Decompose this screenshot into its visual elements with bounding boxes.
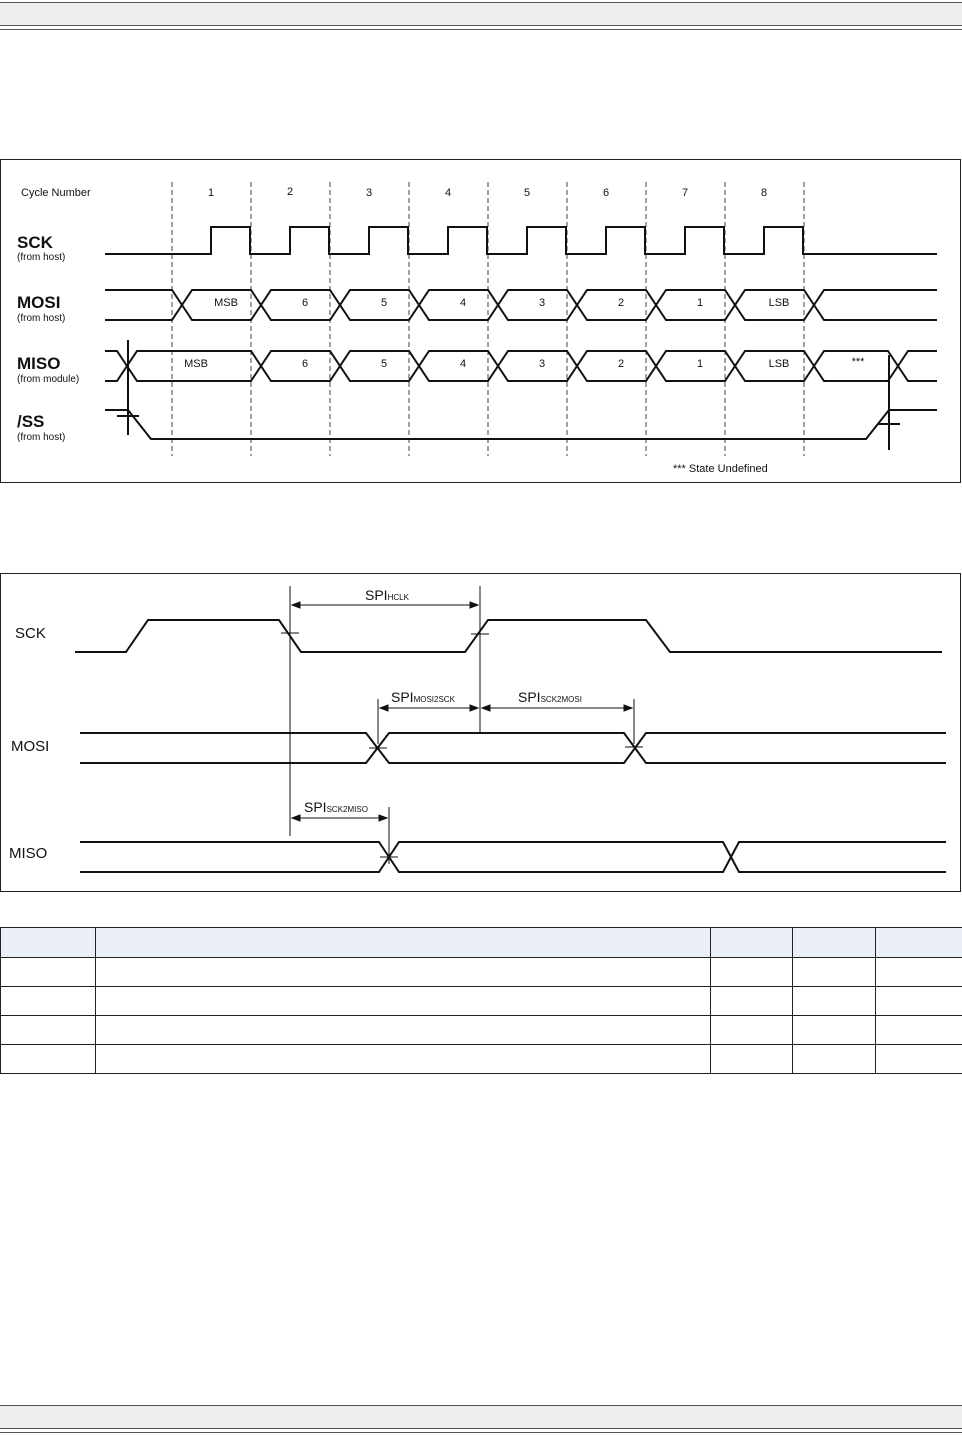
arrowhead [482,705,490,711]
param-spi-mosi2sck: SPIMOSI2SCK [391,689,455,705]
spi-timing-svg [1,160,962,484]
table-row [1,1016,962,1045]
mosi-bit-5: 5 [380,297,388,309]
miso-bus-lower [105,351,937,381]
miso-signal-name: MISO [17,354,61,373]
cell [711,958,793,987]
cell [96,987,711,1016]
spi-setup-timing-diagram [0,573,961,892]
cell [1,1016,96,1045]
cell [1,958,96,987]
header-cell [96,928,711,958]
mosi-bit-2: 2 [617,297,625,309]
miso-signal-source: (from module) [17,374,80,385]
header-cell [876,928,962,958]
ss-signal-source: (from host) [17,432,66,443]
mosi-bit-3: 3 [538,297,546,309]
cycle-label-4: 4 [444,187,452,199]
mosi-bit-4: 4 [459,297,467,309]
arrowhead [292,602,300,608]
cell [1,987,96,1016]
mosi-bit-1: 1 [696,297,704,309]
setup-mosi-label: MOSI [11,738,50,755]
miso-bit-3: 3 [538,358,546,370]
cell [793,1016,876,1045]
cycle-label-5: 5 [523,187,531,199]
table-header-row [1,928,962,958]
spi-timing-diagram [0,159,961,483]
miso-bit-6: 6 [301,358,309,370]
table-row [1,1045,962,1074]
cell [876,1016,962,1045]
cell [1,1045,96,1074]
cycle-label-1: 1 [207,187,215,199]
miso-bit-lsb: LSB [768,358,790,370]
param-spi-sck2miso: SPISCK2MISO [304,799,368,815]
cell [96,1045,711,1074]
sck-waveform [105,227,937,254]
cell [711,1045,793,1074]
miso-bit-1: 1 [696,358,704,370]
ss-waveform [105,410,937,439]
spi-setup-svg [1,574,962,893]
miso-bus-upper [105,351,937,381]
setup-sck-label: SCK [15,625,46,642]
mosi-bit-lsb: LSB [768,297,790,309]
cycle-label-2: 2 [286,186,294,198]
cycle-label-7: 7 [681,187,689,199]
miso-bit-undefined: *** [851,356,865,368]
cell [793,958,876,987]
cell [793,1045,876,1074]
sck-setup-waveform [75,620,942,652]
miso-bit-4: 4 [459,358,467,370]
mosi-signal-name: MOSI [17,293,61,312]
cell [876,958,962,987]
page-header-bar [0,2,962,26]
param-spi-hclk: SPIHCLK [365,587,409,603]
cell [96,1016,711,1045]
cycle-number-label: Cycle Number [21,187,91,199]
miso-bit-msb: MSB [184,358,208,370]
mosi-setup-upper [80,733,946,763]
cycle-label-6: 6 [602,187,610,199]
table-row [1,958,962,987]
sck-signal-name: SCK [17,233,53,252]
miso-bit-5: 5 [380,358,388,370]
header-cell [711,928,793,958]
cycle-label-3: 3 [365,187,373,199]
cell [711,1016,793,1045]
arrowhead [292,815,300,821]
cell [876,987,962,1016]
mosi-bit-6: 6 [301,297,309,309]
miso-setup-lower [80,842,946,872]
arrowhead [624,705,632,711]
cell [876,1045,962,1074]
header-cell [1,928,96,958]
mosi-bit-msb: MSB [214,297,238,309]
cell [96,958,711,987]
cell [711,987,793,1016]
mosi-setup-lower [80,733,946,763]
arrowhead [379,815,387,821]
header-cell [793,928,876,958]
ss-signal-name: /SS [17,412,45,431]
miso-bit-2: 2 [617,358,625,370]
table-row [1,987,962,1016]
param-spi-sck2mosi: SPISCK2MOSI [518,689,582,705]
setup-miso-label: MISO [9,845,48,862]
cell [793,987,876,1016]
spi-timing-table [0,927,962,1074]
mosi-signal-source: (from host) [17,313,66,324]
miso-setup-upper [80,842,946,872]
state-undefined-footnote: *** State Undefined [673,463,768,475]
page-footer-bar [0,1405,962,1429]
cycle-label-8: 8 [760,187,768,199]
arrowhead [380,705,388,711]
sck-signal-source: (from host) [17,252,66,263]
arrowhead [470,602,478,608]
arrowhead [470,705,478,711]
